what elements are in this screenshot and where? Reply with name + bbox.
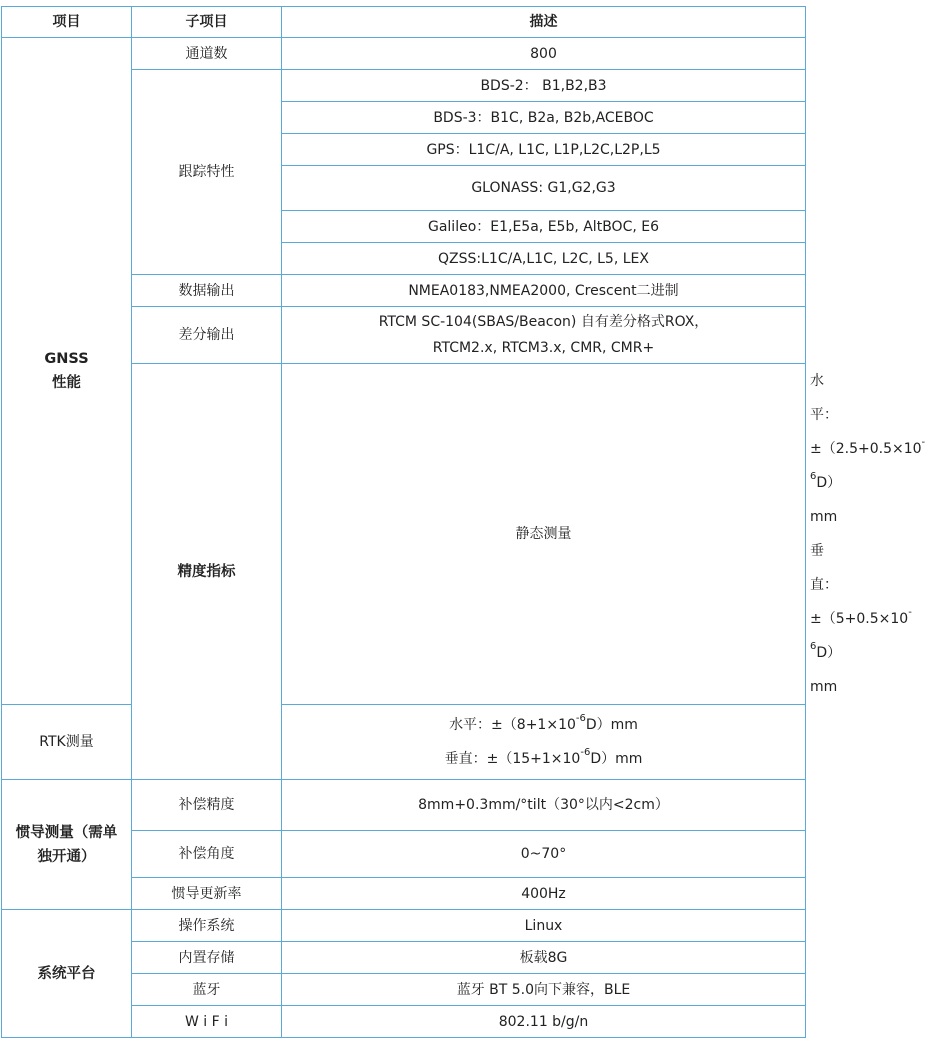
table-row: 精度指标 静态测量 水平：$\pm(2.5+0.5\times 10^{-6}D)mm$ 垂直：$\pm(5+0.5\times 10^{-6}D)mm$ xyxy=(2,364,806,705)
subitem-tracking: 跟踪特性 xyxy=(132,70,282,275)
subitem-comp-angle: 补偿角度 xyxy=(132,831,282,878)
spec-table xyxy=(1,6,925,1038)
value-tracking-qzss: QZSS:L1C/A,L1C, L2C, L5, LEX xyxy=(282,243,806,275)
category-system: 系统平台 xyxy=(2,910,132,1038)
value-tracking-bds3: BDS-3：B1C, B2a, B2b,ACEBOC xyxy=(282,102,806,134)
value-wifi: 802.11 b/g/n xyxy=(282,1006,806,1038)
category-gnss: GNSS 性能 xyxy=(2,38,132,705)
subitem-bluetooth: 蓝牙 xyxy=(132,974,282,1006)
value-tracking-bds2: BDS-2： B1,B2,B3 xyxy=(282,70,806,102)
value-storage: 板载8G xyxy=(282,942,806,974)
subitem-os: 操作系统 xyxy=(132,910,282,942)
subitem-rtk: RTK测量 xyxy=(2,705,132,780)
subitem-diff-output: 差分输出 xyxy=(132,307,282,364)
value-data-output: NMEA0183,NMEA2000, Crescent二进制 xyxy=(282,275,806,307)
table-row xyxy=(2,38,806,70)
value-os: Linux xyxy=(282,910,806,942)
value-diff-output: RTCM SC-104(SBAS/Beacon) 自有差分格式ROX， RTCM2.x, RTCM3.x, CMR, CMR+ xyxy=(282,307,806,364)
value-bluetooth: 蓝牙 BT 5.0向下兼容，BLE xyxy=(282,974,806,1006)
value-comp-angle: 0~70° xyxy=(282,831,806,878)
subitem-storage: 内置存储 xyxy=(132,942,282,974)
value-rtk xyxy=(282,705,806,780)
subitem-wifi: W i F i xyxy=(132,1006,282,1038)
table-row xyxy=(2,780,806,831)
value-update-rate: 400Hz xyxy=(282,878,806,910)
header-row xyxy=(2,7,806,38)
rtk-horizontal: 水平：$\pm(8+1\times 10^{-6}D)mm$ xyxy=(449,713,638,733)
subitem-static: 静态测量 xyxy=(282,364,806,705)
header-subitem: 子项目 xyxy=(132,7,282,38)
table-row xyxy=(2,910,806,942)
value-comp-accuracy: 8mm+0.3mm/°tilt（30°以内<2cm） xyxy=(282,780,806,831)
category-accuracy: 精度指标 xyxy=(132,364,282,780)
value-channels: 800 xyxy=(282,38,806,70)
subitem-data-output: 数据输出 xyxy=(132,275,282,307)
subitem-comp-accuracy: 补偿精度 xyxy=(132,780,282,831)
subitem-channels: 通道数 xyxy=(132,38,282,70)
table-row xyxy=(2,705,806,780)
value-tracking-galileo: Galileo：E1,E5a, E5b, AltBOC, E6 xyxy=(282,211,806,243)
header-description: 描述 xyxy=(282,7,806,38)
header-item: 项目 xyxy=(2,7,132,38)
subitem-update-rate: 惯导更新率 xyxy=(132,878,282,910)
value-tracking-glonass: GLONASS: G1,G2,G3 xyxy=(282,166,806,211)
category-inertial: 惯导测量（需单 独开通） xyxy=(2,780,132,910)
rtk-vertical: 垂直：$\pm(15+1\times 10^{-6}D)mm$ xyxy=(444,747,643,767)
value-tracking-gps: GPS：L1C/A, L1C, L1P,L2C,L2P,L5 xyxy=(282,134,806,166)
